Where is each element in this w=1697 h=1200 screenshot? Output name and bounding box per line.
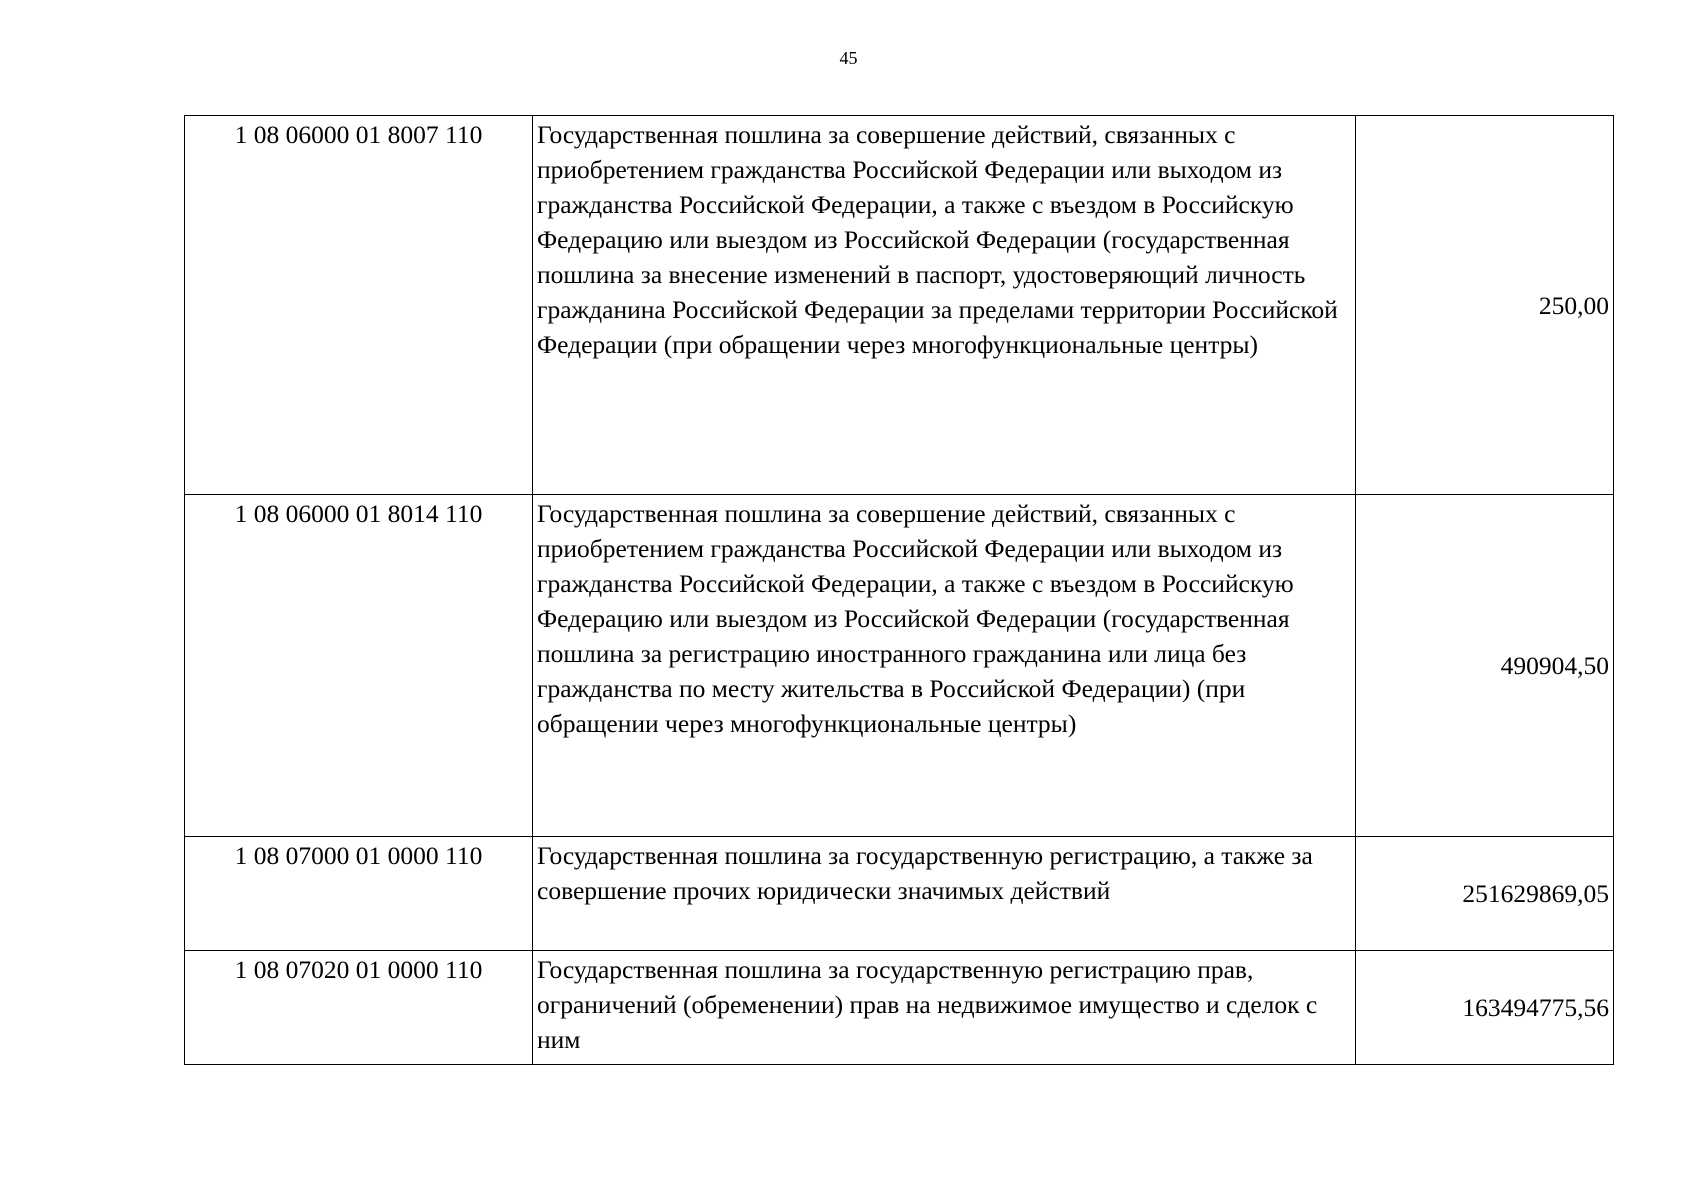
table-row (185, 116, 1614, 495)
budget-code-cell: 1 08 06000 01 8007 110 (185, 116, 533, 495)
budget-code-cell: 1 08 07020 01 0000 110 (185, 951, 533, 1065)
description-cell: Государственная пошлина за совершение действий, связанных с приобретением гражданства Российской Федерации или выходом из гражданства Российской Федерации, а также с въездом в Российскую Федерацию или выездом из Российской Федерации (государственная пошлина за регистрацию иностранного гражданина или лица без гражданства по месту жительства в Российской Федерации) (при обращении через многофункциональные центры) (533, 495, 1356, 837)
amount-cell: 251629869,05 (1356, 837, 1614, 951)
revenue-table (184, 115, 1614, 1065)
budget-code-cell: 1 08 06000 01 8014 110 (185, 495, 533, 837)
page-number: 45 (839, 48, 858, 68)
amount-cell: 250,00 (1356, 116, 1614, 495)
description-cell: Государственная пошлина за совершение действий, связанных с приобретением гражданства Российской Федерации или выходом из гражданства Российской Федерации, а также с въездом в Российскую Федерацию или выездом из Российской Федерации (государственная пошлина за внесение изменений в паспорт, удостоверяющий личность гражданина Российской Федерации за пределами территории Российской Федерации (при обращении через многофункциональные центры) (533, 116, 1356, 495)
description-cell: Государственная пошлина за государственную регистрацию прав, ограничений (обременении) прав на недвижимое имущество и сделок с ним (533, 951, 1356, 1065)
amount-cell: 163494775,56 (1356, 951, 1614, 1065)
description-cell: Государственная пошлина за государственную регистрацию, а также за совершение прочих юридически значимых действий (533, 837, 1356, 951)
budget-code-cell: 1 08 07000 01 0000 110 (185, 837, 533, 951)
table-row (185, 837, 1614, 951)
table-row (185, 951, 1614, 1065)
amount-cell: 490904,50 (1356, 495, 1614, 837)
table-row (185, 495, 1614, 837)
